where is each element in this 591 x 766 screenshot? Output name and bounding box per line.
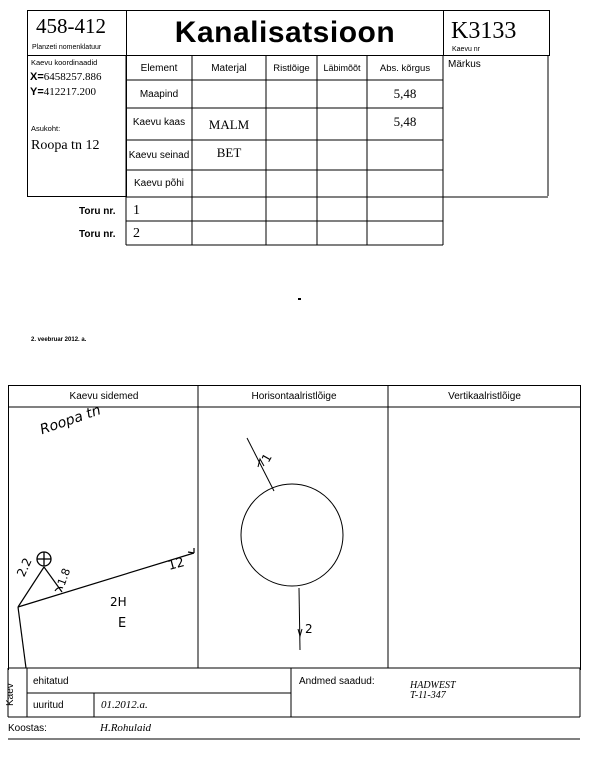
location-label: Asukoht: — [31, 124, 61, 133]
row-element-3: Kaevu põhi — [133, 178, 185, 189]
header-vertical-section: Vertikaalristlõige — [448, 391, 521, 402]
surveyed-label: uuritud — [33, 700, 64, 711]
kaev-label: Kaev — [5, 683, 16, 706]
col-header-cross: Ristlõige — [273, 62, 310, 74]
pipe-out-label: 2 — [305, 622, 313, 636]
plan-caption: Planzeti nomenklatuur — [32, 44, 102, 51]
data-from-code: T-11-347 — [410, 690, 446, 701]
row-material-2: BET — [216, 145, 242, 160]
coord-x-label: X= — [30, 71, 44, 83]
pipe-label-2: Toru nr. — [79, 229, 116, 240]
coord-y-label: Y= — [30, 86, 44, 98]
col-header-remarks: Märkus — [448, 59, 481, 70]
row-element-2: Kaevu seinad — [128, 149, 190, 161]
col-header-material: Materjal — [211, 62, 247, 74]
location-value: Roopa tn 12 — [31, 138, 100, 153]
col-header-element: Element — [140, 62, 178, 74]
row-elevation-1: 5,48 — [393, 114, 417, 129]
data-from-value: HADWEST — [410, 680, 456, 691]
sketch-street: Roopa tn — [38, 402, 103, 439]
col-header-elevation: Abs. kõrgus — [379, 62, 431, 74]
coord-y-value: 412217.200 — [43, 86, 97, 98]
author-label: Koostas: — [8, 723, 47, 734]
pipe-number-2: 2 — [133, 226, 140, 241]
pipe-label-1: Toru nr. — [79, 206, 116, 217]
sketch-house: 2H — [110, 595, 127, 609]
coords-label: Kaevu koordinaadid — [31, 58, 98, 67]
author-value: H.Rohulaid — [100, 722, 152, 734]
header-well-connections: Kaevu sidemed — [69, 391, 139, 402]
date-note: 2. veebruar 2012. a. — [31, 337, 87, 343]
page-title: Kanalisatsioon — [174, 16, 396, 49]
coord-x-value: 6458257.886 — [43, 71, 102, 83]
row-element-0: Maapind — [139, 88, 179, 100]
col-header-diameter: Läbimõõt — [323, 63, 361, 73]
well-id: K3133 — [451, 18, 517, 44]
sketch-dist-2: 1.8 — [55, 566, 74, 588]
surveyed-value: 01.2012.a. — [101, 699, 148, 711]
sketch-number: 12 — [166, 555, 187, 574]
built-label: ehitatud — [33, 676, 69, 687]
row-material-1: MALM — [208, 117, 250, 132]
row-element-1: Kaevu kaas — [132, 116, 186, 128]
plan-number: 458-412 — [36, 14, 106, 38]
sketch-e: E — [118, 616, 127, 631]
row-elevation-0: 5,48 — [393, 86, 417, 101]
pipe-number-1: 1 — [133, 203, 140, 218]
sketch-dist-1: 2.2 — [14, 555, 35, 579]
header-horizontal-section: Horisontaalristlõige — [251, 391, 337, 402]
pipe-in-label: 1 — [258, 451, 275, 465]
well-caption: Kaevu nr — [452, 46, 481, 53]
data-from-label: Andmed saadud: — [299, 676, 375, 687]
